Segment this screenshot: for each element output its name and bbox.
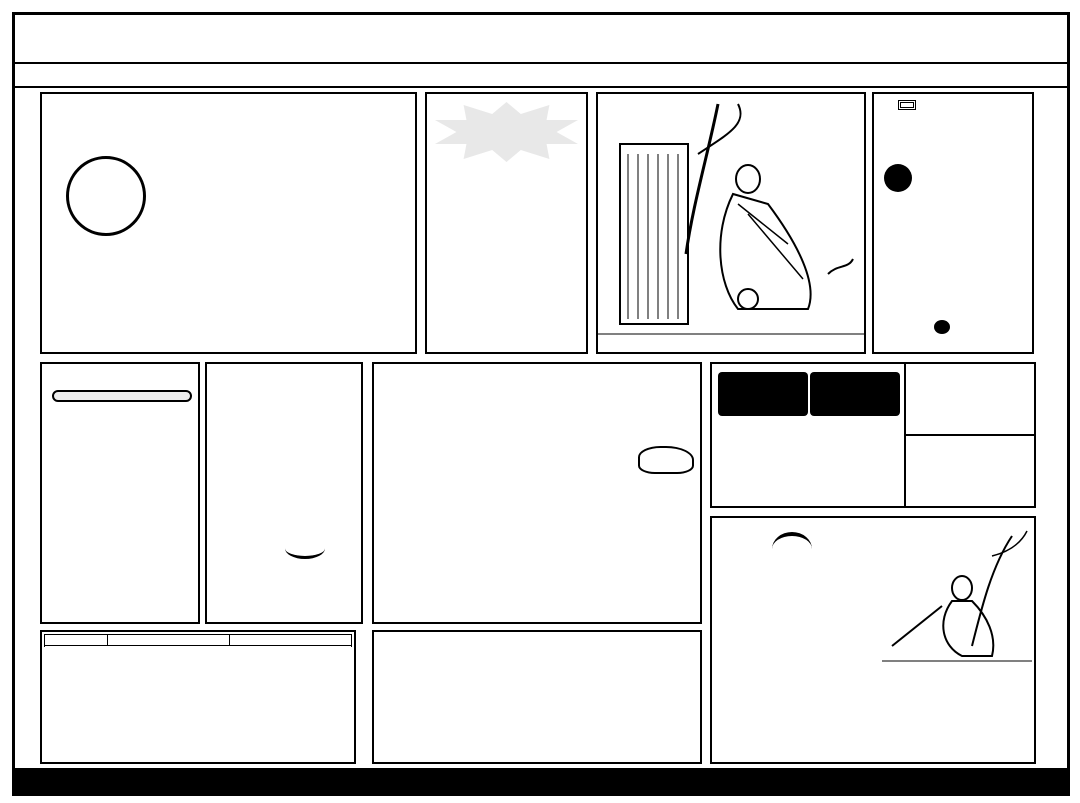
bird-icon <box>772 532 812 566</box>
masthead-box <box>40 92 417 354</box>
header-colour <box>230 635 352 646</box>
top-rule-2 <box>14 86 1068 88</box>
results-box <box>710 362 1036 508</box>
poem-box <box>205 362 363 624</box>
lucky-box <box>425 92 588 354</box>
special-box <box>40 362 200 624</box>
special-badge <box>810 372 900 416</box>
xunma-box <box>872 92 1034 354</box>
mark-six-banner-left <box>16 92 38 762</box>
balls-box <box>372 630 702 764</box>
jiehua-box <box>710 516 1036 764</box>
lingma-box <box>372 362 702 624</box>
lucky-zodiac-icon <box>285 538 325 559</box>
mark-six-banner-right <box>1044 92 1066 762</box>
scholar-illustration <box>598 94 864 352</box>
xunma-blot-2 <box>934 320 950 334</box>
total-badge <box>718 372 808 416</box>
xunma-blot <box>884 164 912 192</box>
header-results <box>108 635 230 646</box>
scholar-illustration-box <box>596 92 866 354</box>
ox-figure <box>638 446 694 474</box>
history-box <box>40 630 356 764</box>
seal-stamp <box>66 156 146 236</box>
footer-bar <box>14 768 1068 794</box>
top-rule <box>14 62 1068 64</box>
special-title <box>52 390 192 402</box>
xunma-title <box>898 100 916 110</box>
old-man-illustration <box>882 526 1032 666</box>
header-period <box>45 635 108 646</box>
lucky-burst <box>435 102 578 162</box>
divider-h <box>904 434 1034 436</box>
issue-number <box>880 22 908 46</box>
history-table <box>44 634 352 646</box>
